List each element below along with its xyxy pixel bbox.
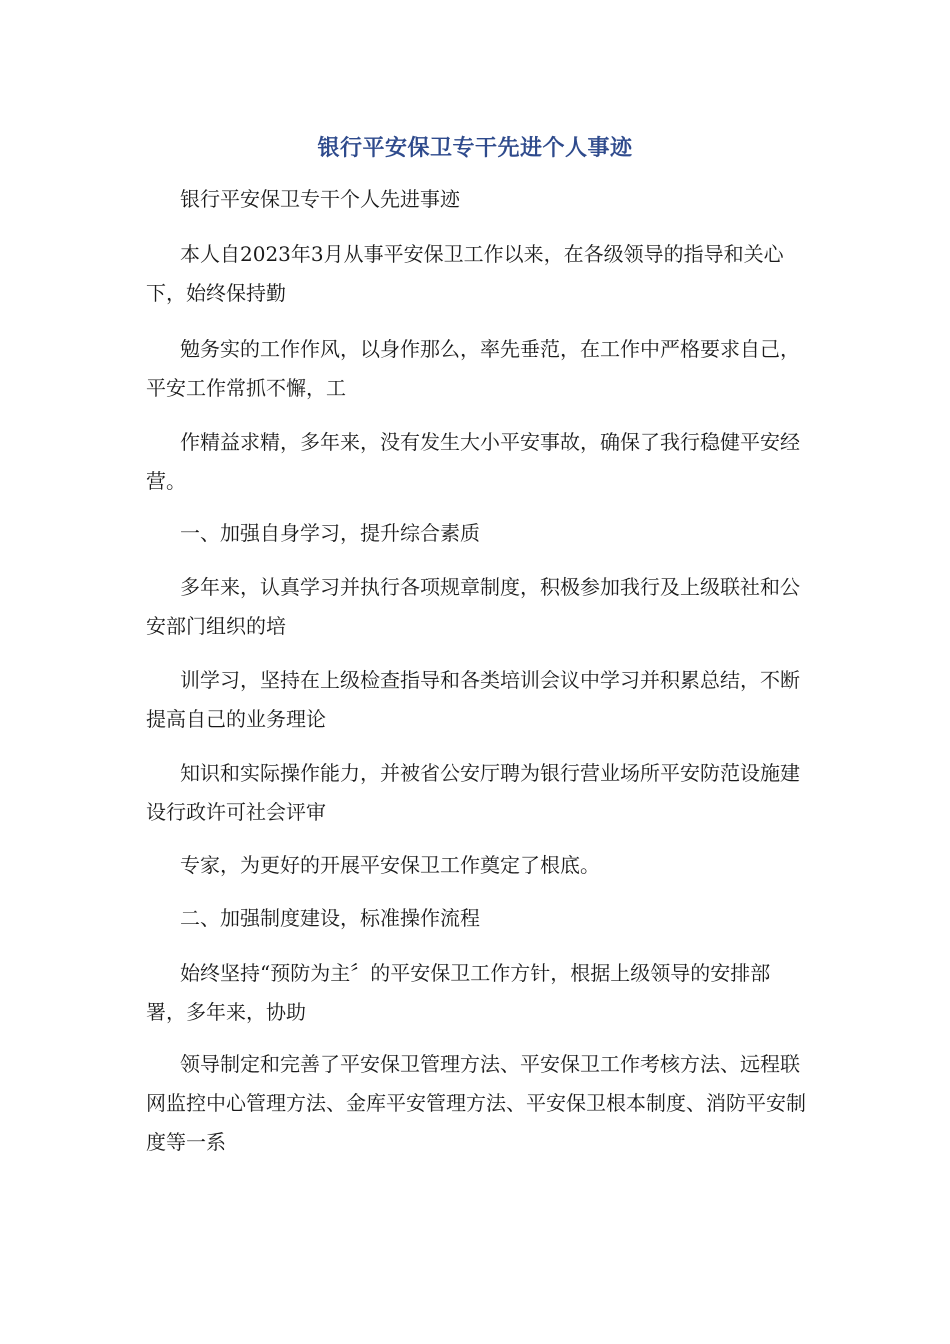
paragraph: 领导制定和完善了平安保卫管理方法、平安保卫工作考核方法、远程联网监控中心管理方法、金库平安管理方法、平安保卫根本制度、消防平安制度等一系 — [146, 1052, 806, 1154]
paragraph: 专家，为更好的开展平安保卫工作奠定了根底。 — [180, 853, 600, 877]
paragraph: 始终坚持“预防为主〞的平安保卫工作方针，根据上级领导的安排部署，多年来，协助 — [146, 961, 771, 1024]
paragraph-subtitle: 银行平安保卫专干个人先进事迹 — [180, 187, 460, 211]
paragraph: 训学习，坚持在上级检查指导和各类培训会议中学习并积累总结，不断提高自己的业务理论 — [146, 668, 800, 731]
paragraph: 多年来，认真学习并执行各项规章制度，积极参加我行及上级联社和公安部门组织的培 — [146, 575, 800, 638]
section-heading-1: 一、加强自身学习，提升综合素质 — [180, 521, 480, 545]
section-heading-2: 二、加强制度建设，标准操作流程 — [180, 906, 480, 930]
paragraph: 勉务实的工作作风，以身作那么，率先垂范，在工作中严格要求自己，平安工作常抓不懈，工 — [146, 337, 800, 400]
document-title: 银行平安保卫专干先进个人事迹 — [317, 136, 633, 161]
paragraph: 本人自2023年3月从事平安保卫工作以来，在各级领导的指导和关心下，始终保持勤 — [146, 242, 784, 305]
paragraph: 知识和实际操作能力，并被省公安厅聘为银行营业场所平安防范设施建设行政许可社会评审 — [146, 761, 800, 824]
paragraph: 作精益求精，多年来，没有发生大小平安事故，确保了我行稳健平安经营。 — [146, 430, 800, 493]
